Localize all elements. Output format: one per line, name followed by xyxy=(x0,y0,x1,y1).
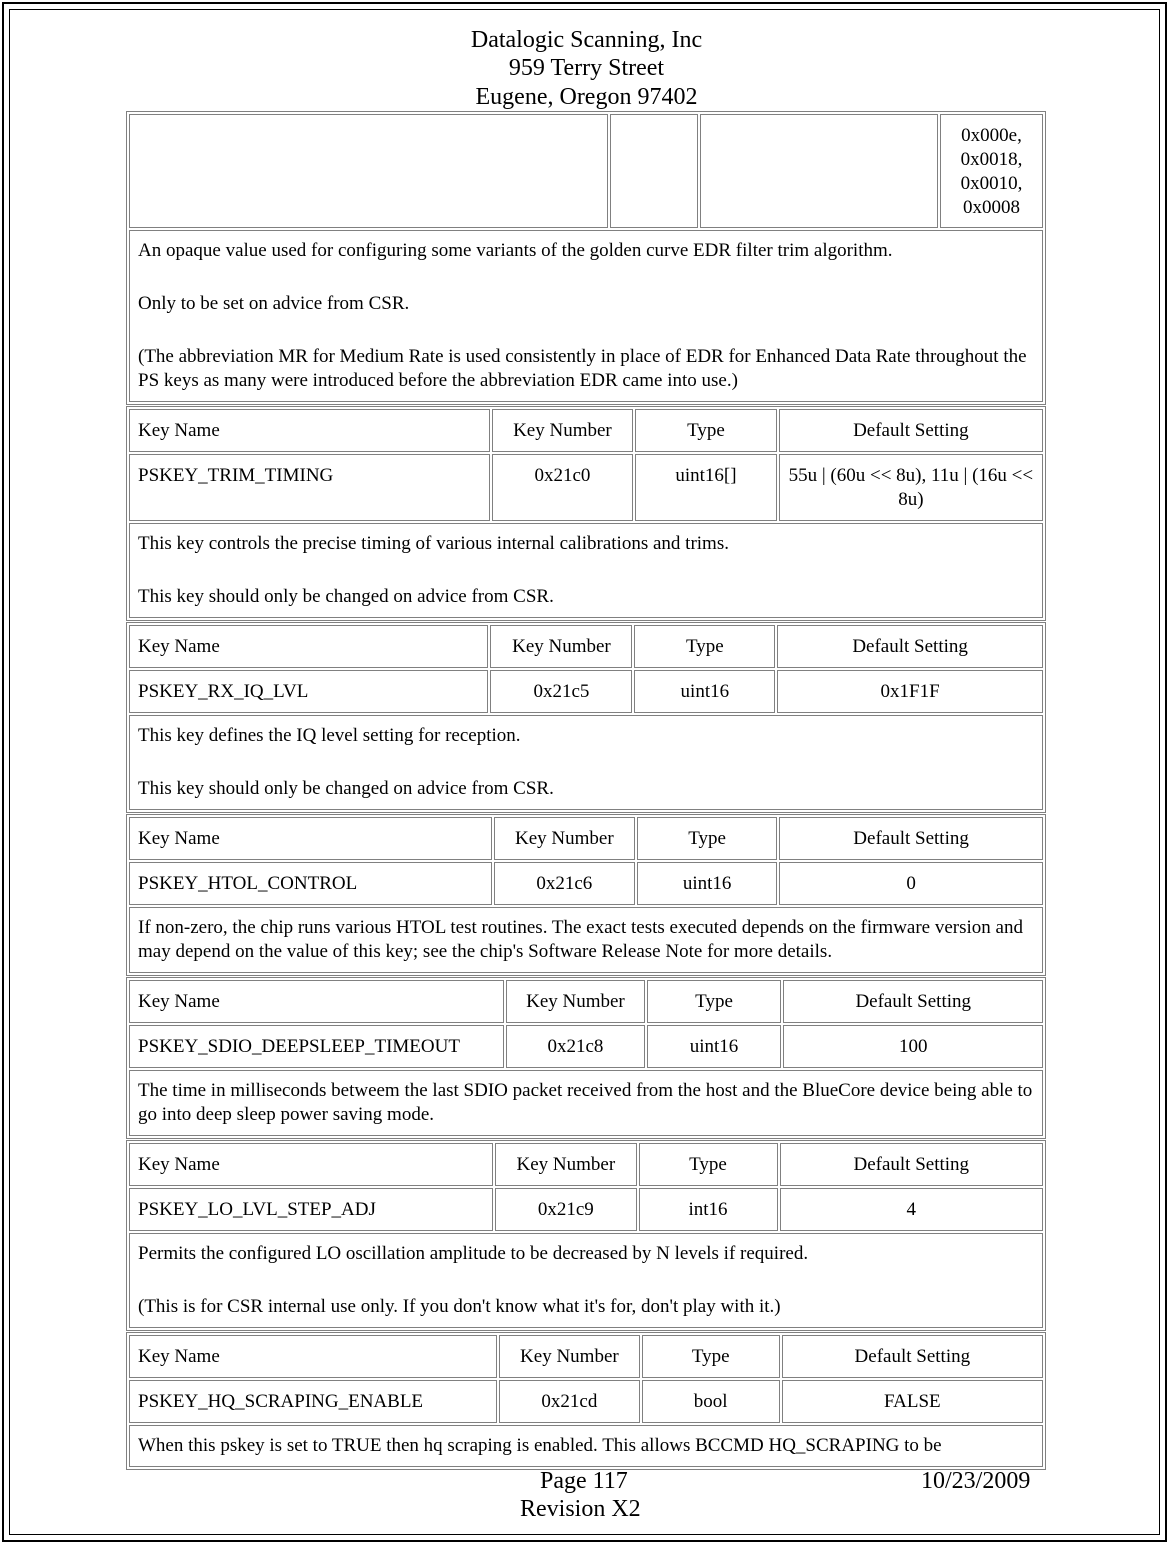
table-row xyxy=(129,670,1043,713)
key-default: 0 xyxy=(779,862,1043,905)
default-setting-header: Default Setting xyxy=(782,1335,1043,1378)
key-number-header: Key Number xyxy=(506,980,644,1023)
key-description: When this pskey is set to TRUE then hq scraping is enabled. This allows BCCMD HQ_SCRAPING to be xyxy=(129,1425,1043,1467)
key-name-header: Key Name xyxy=(129,1143,493,1186)
table-row xyxy=(129,1188,1043,1231)
default-setting-values: 0x000e, 0x0018, 0x0010, 0x0008 xyxy=(940,114,1043,228)
pskey-table xyxy=(126,977,1046,1139)
key-type: uint16 xyxy=(637,862,777,905)
type-header: Type xyxy=(647,980,782,1023)
default-setting-header: Default Setting xyxy=(779,409,1043,452)
key-type: int16 xyxy=(639,1188,778,1231)
table-row xyxy=(129,1025,1043,1068)
key-number: 0x21c0 xyxy=(492,454,634,521)
key-number: 0x21c9 xyxy=(495,1188,636,1231)
key-name: PSKEY_LO_LVL_STEP_ADJ xyxy=(129,1188,493,1231)
key-number-header: Key Number xyxy=(499,1335,640,1378)
type-header: Type xyxy=(637,817,777,860)
key-default: 100 xyxy=(783,1025,1043,1068)
revision: Revision X2 xyxy=(520,1496,641,1522)
type-header: Type xyxy=(635,409,777,452)
type-header: Type xyxy=(634,625,775,668)
key-name-header: Key Name xyxy=(129,409,490,452)
key-number: 0x21c8 xyxy=(506,1025,644,1068)
default-setting-header: Default Setting xyxy=(780,1143,1043,1186)
default-setting-header: Default Setting xyxy=(783,980,1043,1023)
pskey-table xyxy=(126,1140,1046,1331)
footer-date: 10/23/2009 xyxy=(921,1468,1031,1494)
key-name-header: Key Name xyxy=(129,1335,497,1378)
company-city: Eugene, Oregon 97402 xyxy=(475,84,698,110)
key-type: bool xyxy=(642,1380,780,1423)
key-number-header: Key Number xyxy=(495,1143,636,1186)
key-name: PSKEY_HTOL_CONTROL xyxy=(129,862,492,905)
page-number: Page 117 xyxy=(540,1468,628,1494)
key-description: This key defines the IQ level setting for reception. This key should only be changed on advice from CSR. xyxy=(129,715,1043,810)
key-default: 0x1F1F xyxy=(777,670,1043,713)
table-row xyxy=(129,1380,1043,1423)
pskey-table xyxy=(126,1332,1046,1470)
key-name-header: Key Name xyxy=(129,817,492,860)
key-description: An opaque value used for configuring some variants of the golden curve EDR filter trim algorithm. Only to be set on advice from CSR. (The abbreviation MR for Medium Rate is used consistently in place of EDR for Enhanced Data Rate throughout the PS keys as many were introduced before the abbreviation EDR came into use.) xyxy=(129,230,1043,402)
key-description: If non-zero, the chip runs various HTOL test routines. The exact tests executed depends on the firmware version and may depend on the value of this key; see the chip's Software Release Note for more details. xyxy=(129,907,1043,973)
key-name-header: Key Name xyxy=(129,625,488,668)
key-description: The time in milliseconds betweem the last SDIO packet received from the host and the BlueCore device being able to go into deep sleep power saving mode. xyxy=(129,1070,1043,1136)
type-header: Type xyxy=(639,1143,778,1186)
key-number: 0x21cd xyxy=(499,1380,640,1423)
pskey-table xyxy=(126,814,1046,976)
key-default: 4 xyxy=(780,1188,1043,1231)
key-name: PSKEY_RX_IQ_LVL xyxy=(129,670,488,713)
key-number: 0x21c5 xyxy=(490,670,632,713)
key-default: 55u | (60u << 8u), 11u | (16u << 8u) xyxy=(779,454,1043,521)
key-type: uint16[] xyxy=(635,454,777,521)
key-number: 0x21c6 xyxy=(494,862,635,905)
table-row xyxy=(129,862,1043,905)
key-name: PSKEY_HQ_SCRAPING_ENABLE xyxy=(129,1380,497,1423)
key-name: PSKEY_SDIO_DEEPSLEEP_TIMEOUT xyxy=(129,1025,504,1068)
key-number-header: Key Number xyxy=(494,817,635,860)
type-header: Type xyxy=(642,1335,780,1378)
key-type: uint16 xyxy=(647,1025,782,1068)
key-description: Permits the configured LO oscillation amplitude to be decreased by N levels if required. (This is for CSR internal use only. If you don't know what it's for, don't play with it.) xyxy=(129,1233,1043,1328)
table-row xyxy=(129,454,1043,521)
top-key-table xyxy=(126,111,1046,405)
key-number-header: Key Number xyxy=(490,625,632,668)
key-description: This key controls the precise timing of various internal calibrations and trims. This key should only be changed on advice from CSR. xyxy=(129,523,1043,618)
default-setting-header: Default Setting xyxy=(777,625,1043,668)
pskey-table xyxy=(126,406,1046,621)
key-tables xyxy=(126,406,1046,1470)
key-number-header: Key Number xyxy=(492,409,634,452)
default-setting-header: Default Setting xyxy=(779,817,1043,860)
pskey-table xyxy=(126,622,1046,813)
key-default: FALSE xyxy=(782,1380,1043,1423)
company-name: Datalogic Scanning, Inc xyxy=(470,27,703,53)
key-name-header: Key Name xyxy=(129,980,504,1023)
key-name: PSKEY_TRIM_TIMING xyxy=(129,454,490,521)
document-content xyxy=(126,111,1046,1470)
company-street: 959 Terry Street xyxy=(508,55,665,81)
key-type: uint16 xyxy=(634,670,775,713)
